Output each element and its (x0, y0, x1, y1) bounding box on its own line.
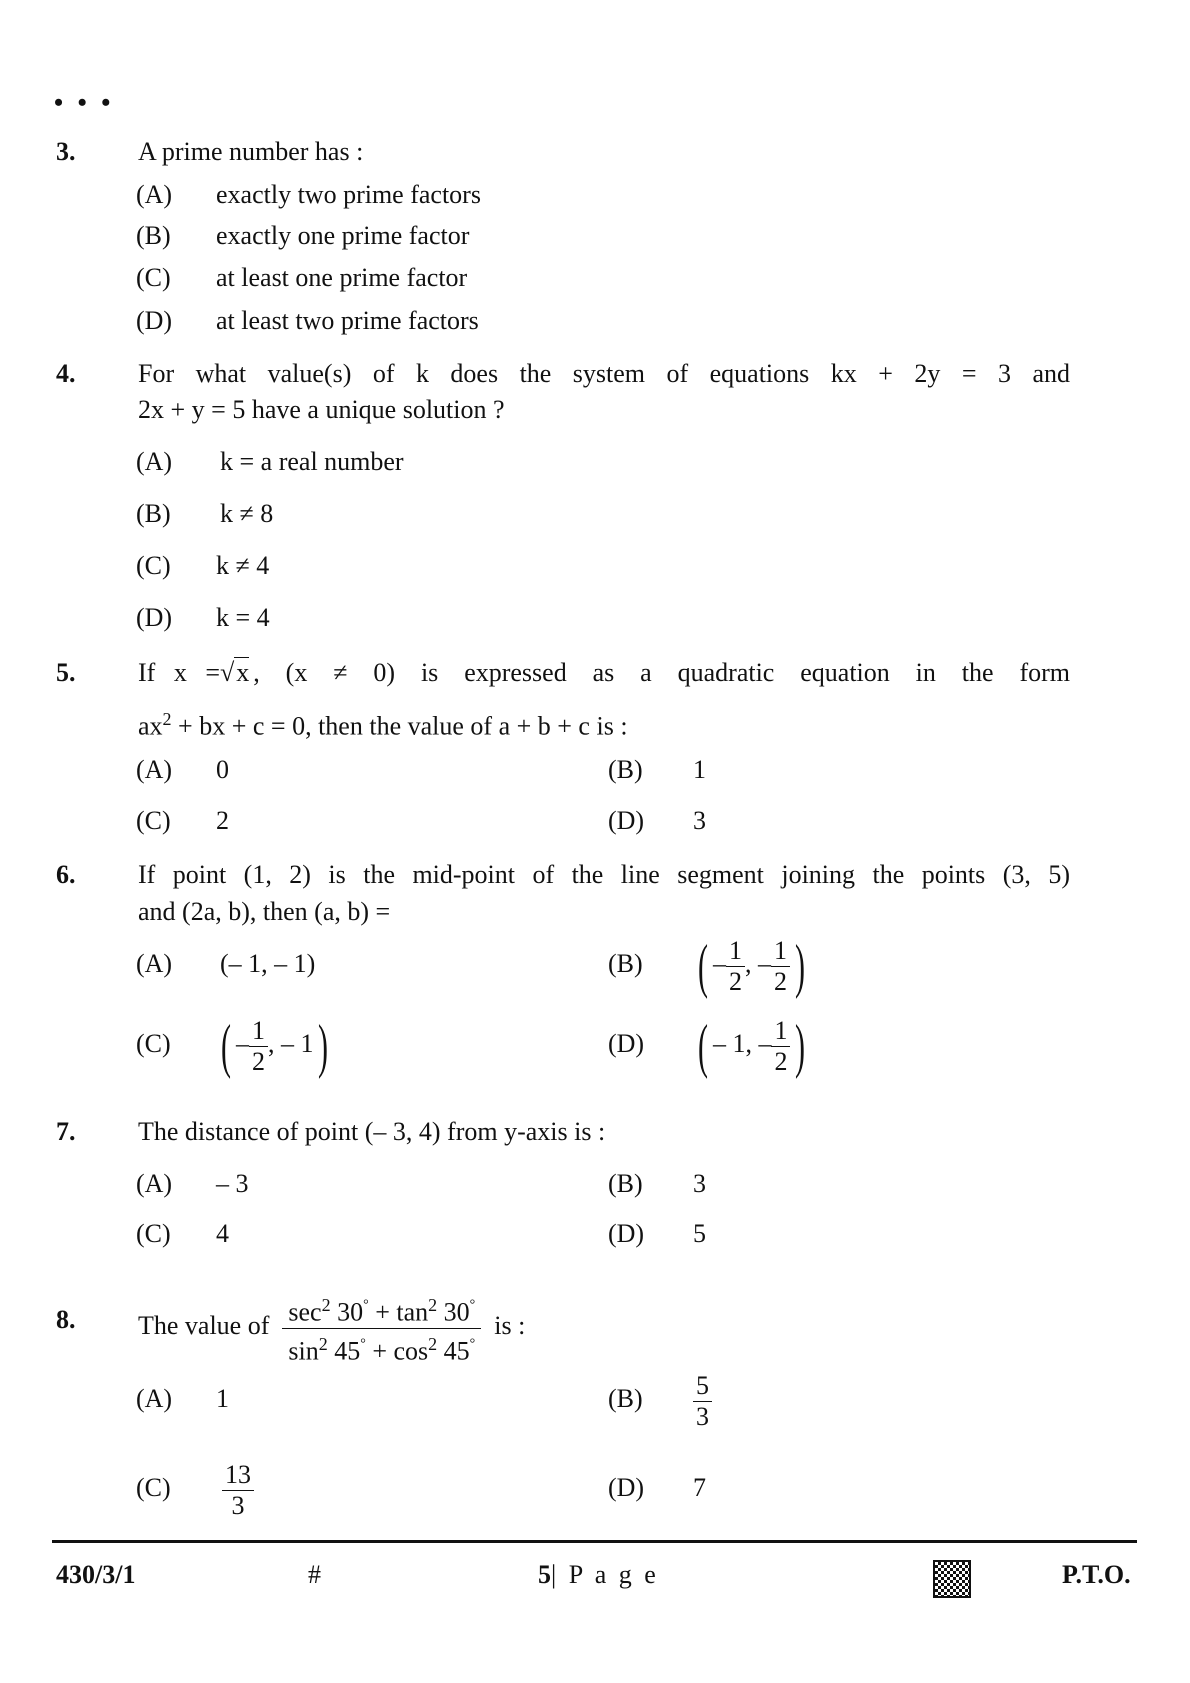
option-text: k ≠ 8 (220, 499, 274, 528)
question-number: 5. (56, 658, 76, 687)
option-label: (A) (136, 447, 173, 476)
option-label: (A) (136, 180, 173, 209)
option-label: (C) (136, 551, 171, 580)
option-label: (C) (136, 1029, 171, 1058)
option-text: 1 (216, 1384, 229, 1413)
question-text-line1: If point (1, 2) is the mid-point of the line segment joining the points (3, 5) (138, 860, 1070, 889)
option-label: (D) (608, 1219, 645, 1248)
option-label: (B) (608, 755, 643, 784)
page-indicator: 5| P a g e (538, 1560, 659, 1589)
question-number: 3. (56, 137, 76, 166)
option-text: 5 (693, 1219, 706, 1248)
option-label: (B) (608, 1169, 643, 1198)
option-label: (A) (136, 755, 173, 784)
option-label: (A) (136, 949, 173, 978)
option-fraction: $\frac{13}{3}$ (222, 1458, 254, 1521)
option-text: 3 (693, 1169, 706, 1198)
option-label: (C) (136, 1473, 171, 1502)
option-text: 4 (216, 1219, 229, 1248)
option-label: (B) (136, 499, 171, 528)
option-label: (D) (136, 603, 173, 632)
option-label: (A) (136, 1384, 173, 1413)
option-fraction: $\frac{5}{3}$ (693, 1369, 712, 1432)
pto-label: P.T.O. (1062, 1560, 1131, 1589)
option-label: (D) (136, 306, 173, 335)
option-text: 3 (693, 806, 706, 835)
question-text: A prime number has : (138, 137, 364, 166)
sqrt-expression: √x (219, 658, 250, 687)
option-text: exactly two prime factors (216, 180, 481, 209)
option-label: (D) (608, 1473, 645, 1502)
paper-code: 430/3/1 (56, 1560, 136, 1589)
option-label: (C) (136, 1219, 171, 1248)
option-label: (C) (136, 806, 171, 835)
option-expression: ( – $\frac{1}{2}$ , – $\frac{1}{2}$ ) (697, 933, 805, 1000)
question-text-line1 (138, 658, 1070, 688)
qr-code-icon (933, 1560, 971, 1598)
question-text-line1: For what value(s) of k does the system of equations kx + 2y = 3 and (138, 359, 1070, 388)
continuation-marker: • • • (54, 88, 115, 117)
question-text: The distance of point (– 3, 4) from y-axis is : (138, 1117, 606, 1146)
option-label: (B) (608, 949, 643, 978)
option-text: (– 1, – 1) (220, 949, 316, 978)
hash-mark: # (308, 1560, 321, 1589)
footer-rule (52, 1540, 1137, 1543)
option-label: (B) (136, 221, 171, 250)
option-text: at least two prime factors (216, 306, 479, 335)
trig-fraction: $\frac{\sec^2 30^\circ + \tan^2 30^\circ}{\sin^2 45^\circ + \cos^2 45^\circ}$ (282, 1290, 481, 1366)
question-number: 6. (56, 860, 76, 889)
option-expression: ( – $\frac{1}{2}$ , – 1) (220, 1013, 329, 1080)
question-text-line2: 2x + y = 5 have a unique solution ? (138, 395, 505, 424)
option-text: 2 (216, 806, 229, 835)
option-text: exactly one prime factor (216, 221, 470, 250)
option-label: (C) (136, 263, 171, 292)
question-number: 4. (56, 359, 76, 388)
option-text: k ≠ 4 (216, 551, 270, 580)
q5-text-a: If x = (138, 658, 220, 687)
option-text: 7 (693, 1473, 706, 1502)
q5-text-b: , (x ≠ 0) is expressed as a quadratic equation in the form (253, 658, 1070, 687)
option-text: at least one prime factor (216, 263, 468, 292)
question-number: 8. (56, 1305, 76, 1334)
question-text-line2: $ax^2$ + bx + c = 0, then the value of a + b + c is : (138, 709, 628, 741)
option-expression: ( – 1, – $\frac{1}{2}$ ) (697, 1013, 806, 1080)
option-label: (D) (608, 806, 645, 835)
option-text: k = a real number (220, 447, 404, 476)
option-label: (D) (608, 1029, 645, 1058)
option-label: (B) (608, 1384, 643, 1413)
question-text: The value of $\frac{\sec^2 30^\circ + \tan^2 30^\circ}{\sin^2 45^\circ + \cos^2 45^\circ}$ is : (138, 1290, 525, 1366)
option-label: (A) (136, 1169, 173, 1198)
option-text: – 3 (216, 1169, 249, 1198)
option-text: k = 4 (216, 603, 270, 632)
question-number: 7. (56, 1117, 76, 1146)
question-text-line2: and (2a, b), then (a, b) = (138, 897, 391, 926)
option-text: 0 (216, 755, 229, 784)
option-text: 1 (693, 755, 706, 784)
